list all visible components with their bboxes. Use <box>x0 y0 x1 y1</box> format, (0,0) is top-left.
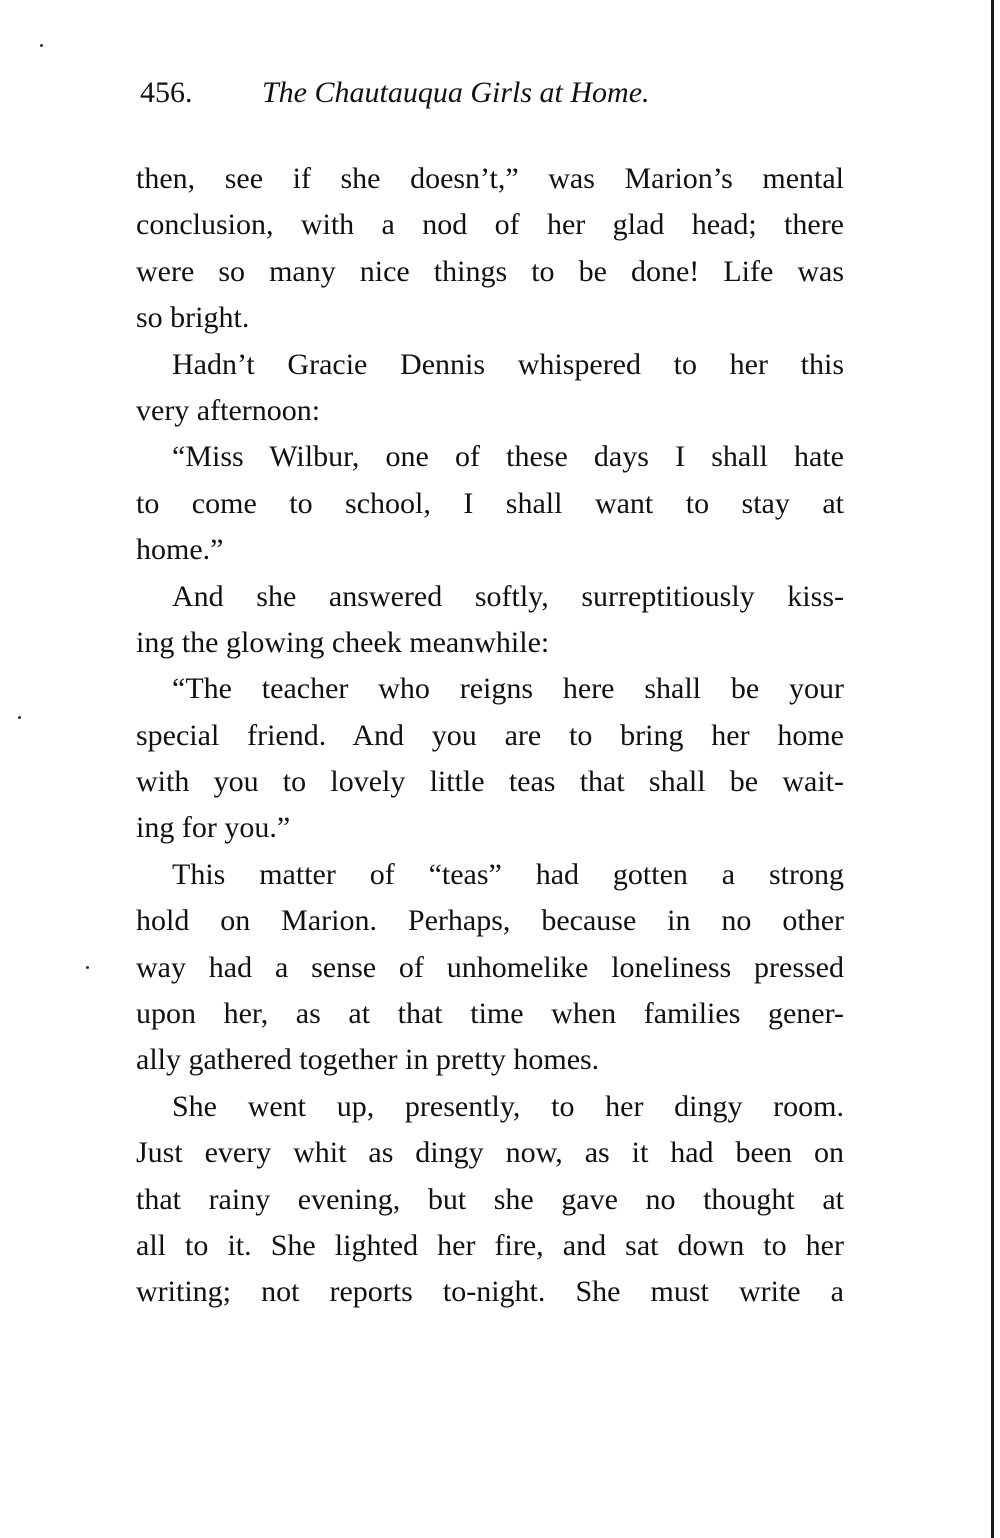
paragraph <box>136 666 844 852</box>
body-text <box>136 156 844 1316</box>
scan-speck <box>18 716 21 719</box>
paragraph <box>136 852 844 1084</box>
text-line: conclusion, with a nod of her glad head; there <box>136 208 844 242</box>
text-line: She went up, presently, to her dingy room. <box>172 1089 844 1123</box>
text-line: were so many nice things to be done! Life was <box>136 254 844 288</box>
text-line: “The teacher who reigns here shall be your <box>172 672 844 706</box>
text-line: ing the glowing cheek meanwhile: <box>136 625 550 659</box>
text-line: writing; not reports to-night. She must write a <box>136 1275 844 1309</box>
text-line: ing for you.” <box>136 811 291 845</box>
scan-speck <box>86 966 89 969</box>
text-line: hold on Marion. Perhaps, because in no other <box>136 904 844 938</box>
text-line: And she answered softly, surreptitiously kiss- <box>172 579 844 613</box>
text-line: “Miss Wilbur, one of these days I shall hate <box>172 440 844 474</box>
paragraph <box>136 434 844 573</box>
text-line: with you to lovely little teas that shall be wait- <box>136 765 844 799</box>
text-line: upon her, as at that time when families gener- <box>136 997 844 1031</box>
text-line: that rainy evening, but she gave no thought at <box>136 1182 844 1216</box>
page-edge-rule <box>991 0 994 1538</box>
text-line: so bright. <box>136 301 250 335</box>
running-title: The Chautauqua Girls at Home. <box>262 76 650 109</box>
text-line: home.” <box>136 533 224 567</box>
text-line: Just every whit as dingy now, as it had been on <box>136 1136 844 1170</box>
page-number: 456. <box>140 76 193 109</box>
text-line: then, see if she doesn’t,” was Marion’s mental <box>136 162 844 195</box>
text-line: all to it. She lighted her fire, and sat down to her <box>136 1228 844 1262</box>
text-line: This matter of “teas” had gotten a strong <box>172 857 844 891</box>
text-line: way had a sense of unhomelike loneliness pressed <box>136 950 844 984</box>
text-line: Hadn’t Gracie Dennis whispered to her this <box>172 347 844 381</box>
page-header <box>140 76 840 120</box>
text-line: ally gathered together in pretty homes. <box>136 1043 600 1077</box>
scan-speck <box>40 44 43 47</box>
text-line: special friend. And you are to bring her home <box>136 718 844 752</box>
paragraph <box>136 574 844 667</box>
text-line: to come to school, I shall want to stay at <box>136 486 844 520</box>
text-line: very afternoon: <box>136 393 321 427</box>
paragraph <box>136 342 844 435</box>
paragraph <box>136 156 844 342</box>
paragraph <box>136 1084 844 1316</box>
